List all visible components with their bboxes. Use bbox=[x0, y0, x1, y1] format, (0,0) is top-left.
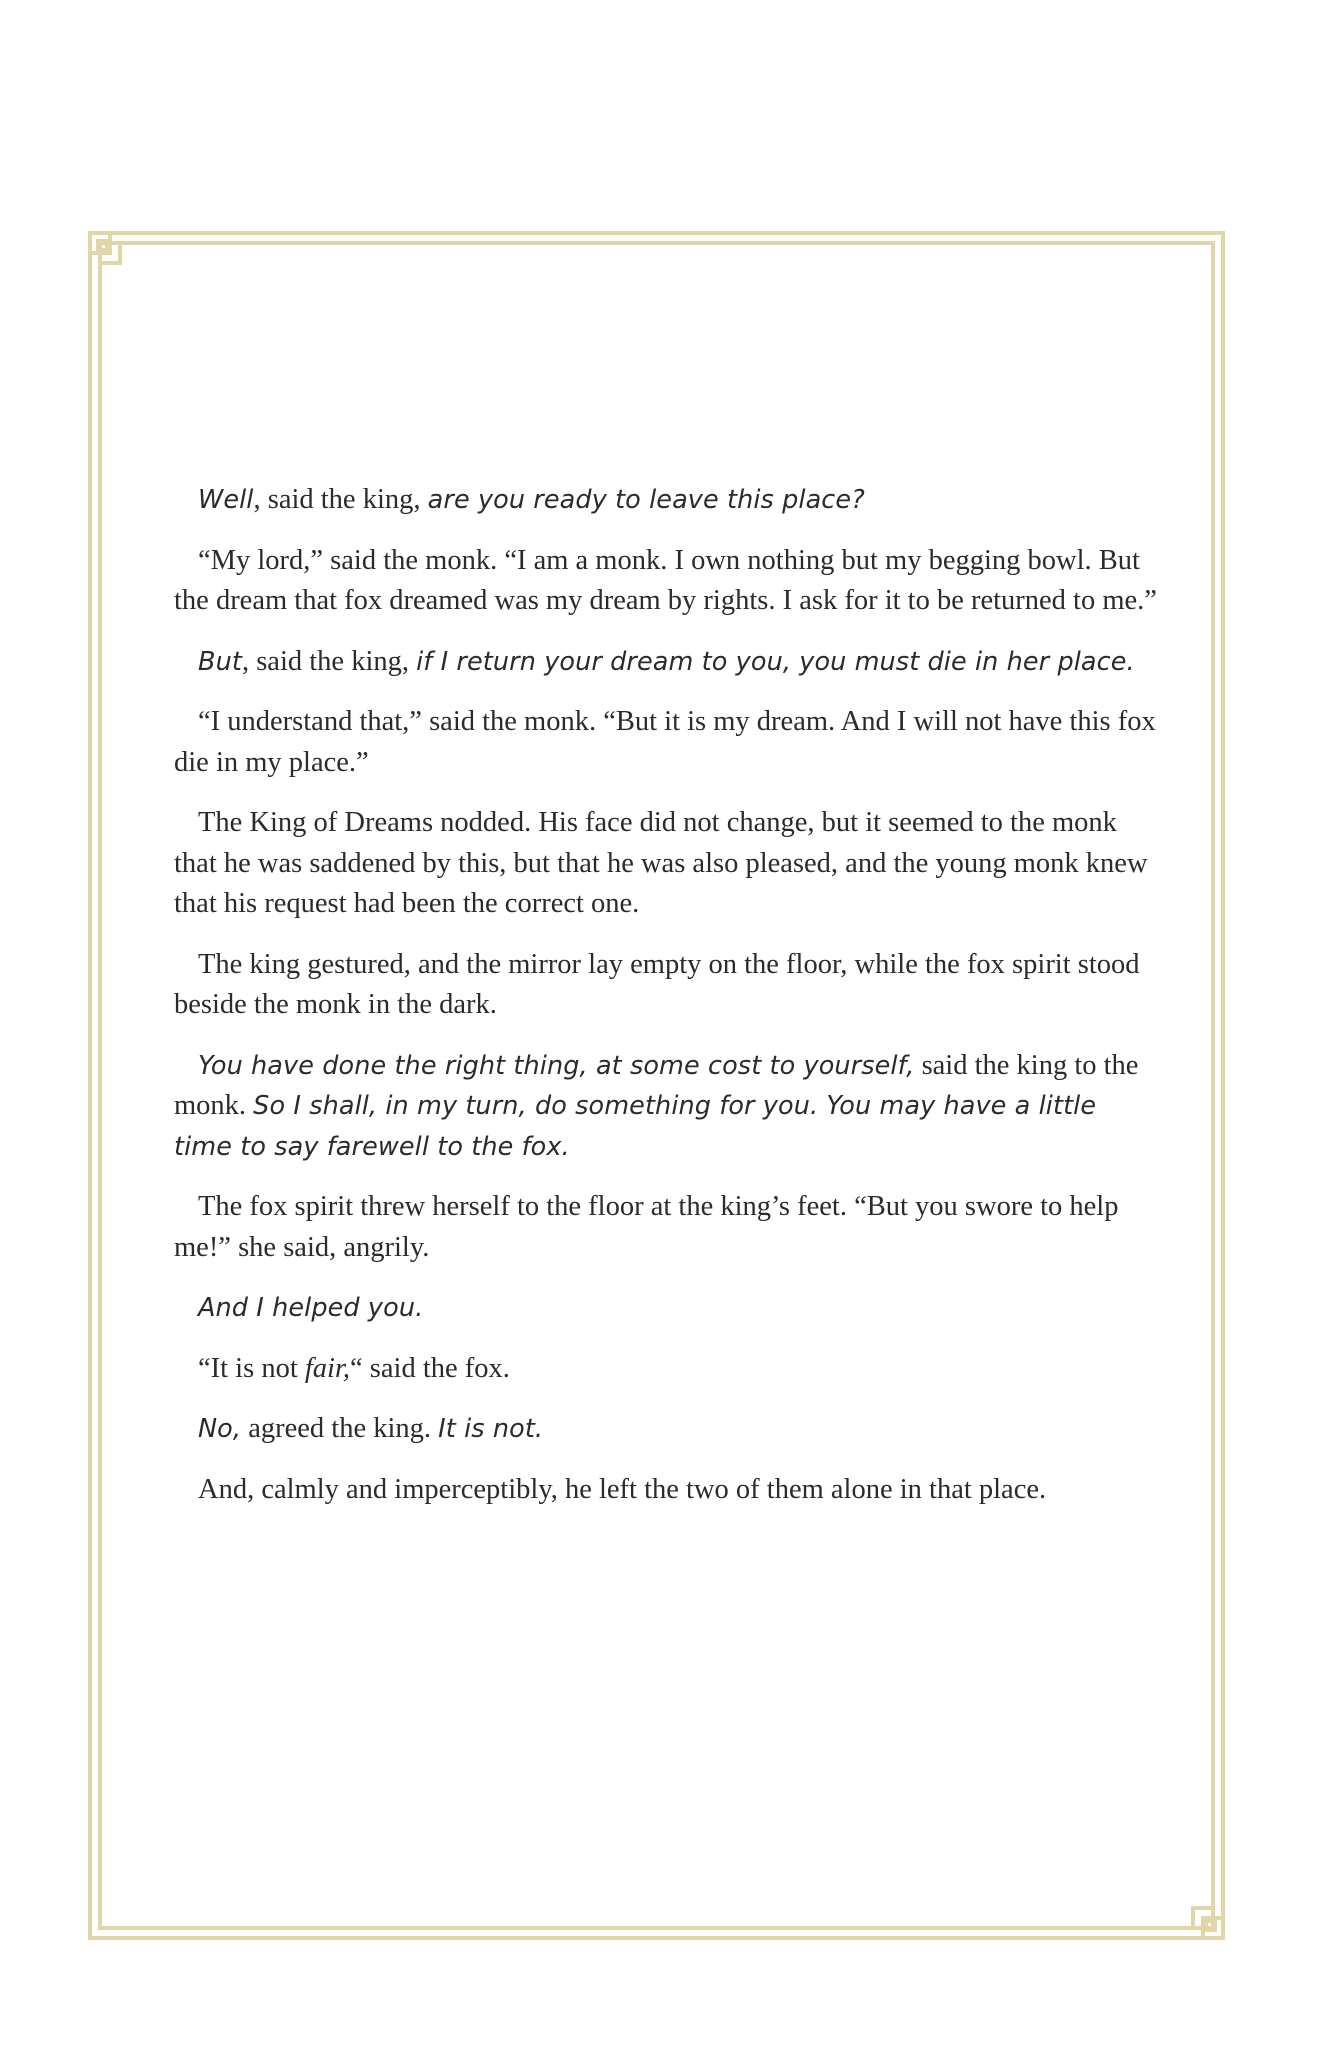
emphasis-text-run: No, bbox=[198, 1414, 242, 1444]
text-run: And, calmly and imperceptibly, he left the two of them alone in that place. bbox=[198, 1473, 1047, 1505]
paragraph bbox=[174, 1470, 1159, 1511]
paragraph bbox=[174, 1046, 1159, 1168]
paragraph bbox=[174, 1187, 1159, 1268]
paragraph bbox=[174, 642, 1159, 683]
top-left-fret-ornament bbox=[90, 233, 120, 263]
emphasis-text-run: fair, bbox=[304, 1352, 351, 1384]
paragraph bbox=[174, 945, 1159, 1026]
text-run: The king gestured, and the mirror lay empty on the floor, while the fox spirit stood beside the monk in the dark. bbox=[174, 948, 1140, 1020]
text-run: “It is not bbox=[198, 1352, 305, 1384]
text-run: “My lord,” said the monk. “I am a monk. I own nothing but my begging bowl. But the dream that fox dreamed was my dream by rights. I ask for it to be returned to me.” bbox=[174, 544, 1157, 616]
text-run: agreed the king. bbox=[241, 1413, 439, 1444]
emphasis-text-run: if I return your dream to you, you must die in her place. bbox=[416, 646, 1135, 677]
text-run: said the king to the monk. bbox=[174, 1049, 1139, 1121]
paragraph bbox=[174, 1349, 1159, 1390]
text-run: , said the king, bbox=[253, 484, 428, 515]
paragraph bbox=[174, 1409, 1159, 1450]
text-run: , said the king, bbox=[241, 645, 417, 677]
paragraph bbox=[174, 480, 1159, 521]
emphasis-text-run: But bbox=[198, 646, 242, 677]
text-run: The King of Dreams nodded. His face did not change, but it seemed to the monk that he was saddened by this, but that he was also pleased, and the young monk knew that his request had been the correct one. bbox=[174, 807, 1148, 919]
text-run: “I understand that,” said the monk. “But it is my dream. And I will not have this fox die in my place.” bbox=[174, 706, 1156, 778]
paragraph bbox=[174, 541, 1159, 622]
story-text bbox=[174, 480, 1159, 1530]
paragraph bbox=[174, 1288, 1159, 1329]
emphasis-text-run: It is not. bbox=[438, 1414, 544, 1444]
emphasis-text-run: You have done the right thing, at some cost to yourself, bbox=[198, 1050, 915, 1081]
paragraph bbox=[174, 803, 1159, 925]
emphasis-text-run: Well bbox=[198, 485, 254, 515]
emphasis-text-run: So I shall, in my turn, do something for you. You may have a little time to say farewell to the fox. bbox=[174, 1091, 1097, 1162]
emphasis-text-run: are you ready to leave this place? bbox=[427, 485, 865, 515]
text-run: “ said the fox. bbox=[350, 1352, 510, 1384]
bottom-right-fret-ornament bbox=[1193, 1908, 1223, 1938]
paragraph bbox=[174, 702, 1159, 783]
emphasis-text-run: And I helped you. bbox=[198, 1293, 424, 1323]
text-run: The fox spirit threw herself to the floor at the king’s feet. “But you swore to help me!” she said, angrily. bbox=[174, 1191, 1119, 1263]
